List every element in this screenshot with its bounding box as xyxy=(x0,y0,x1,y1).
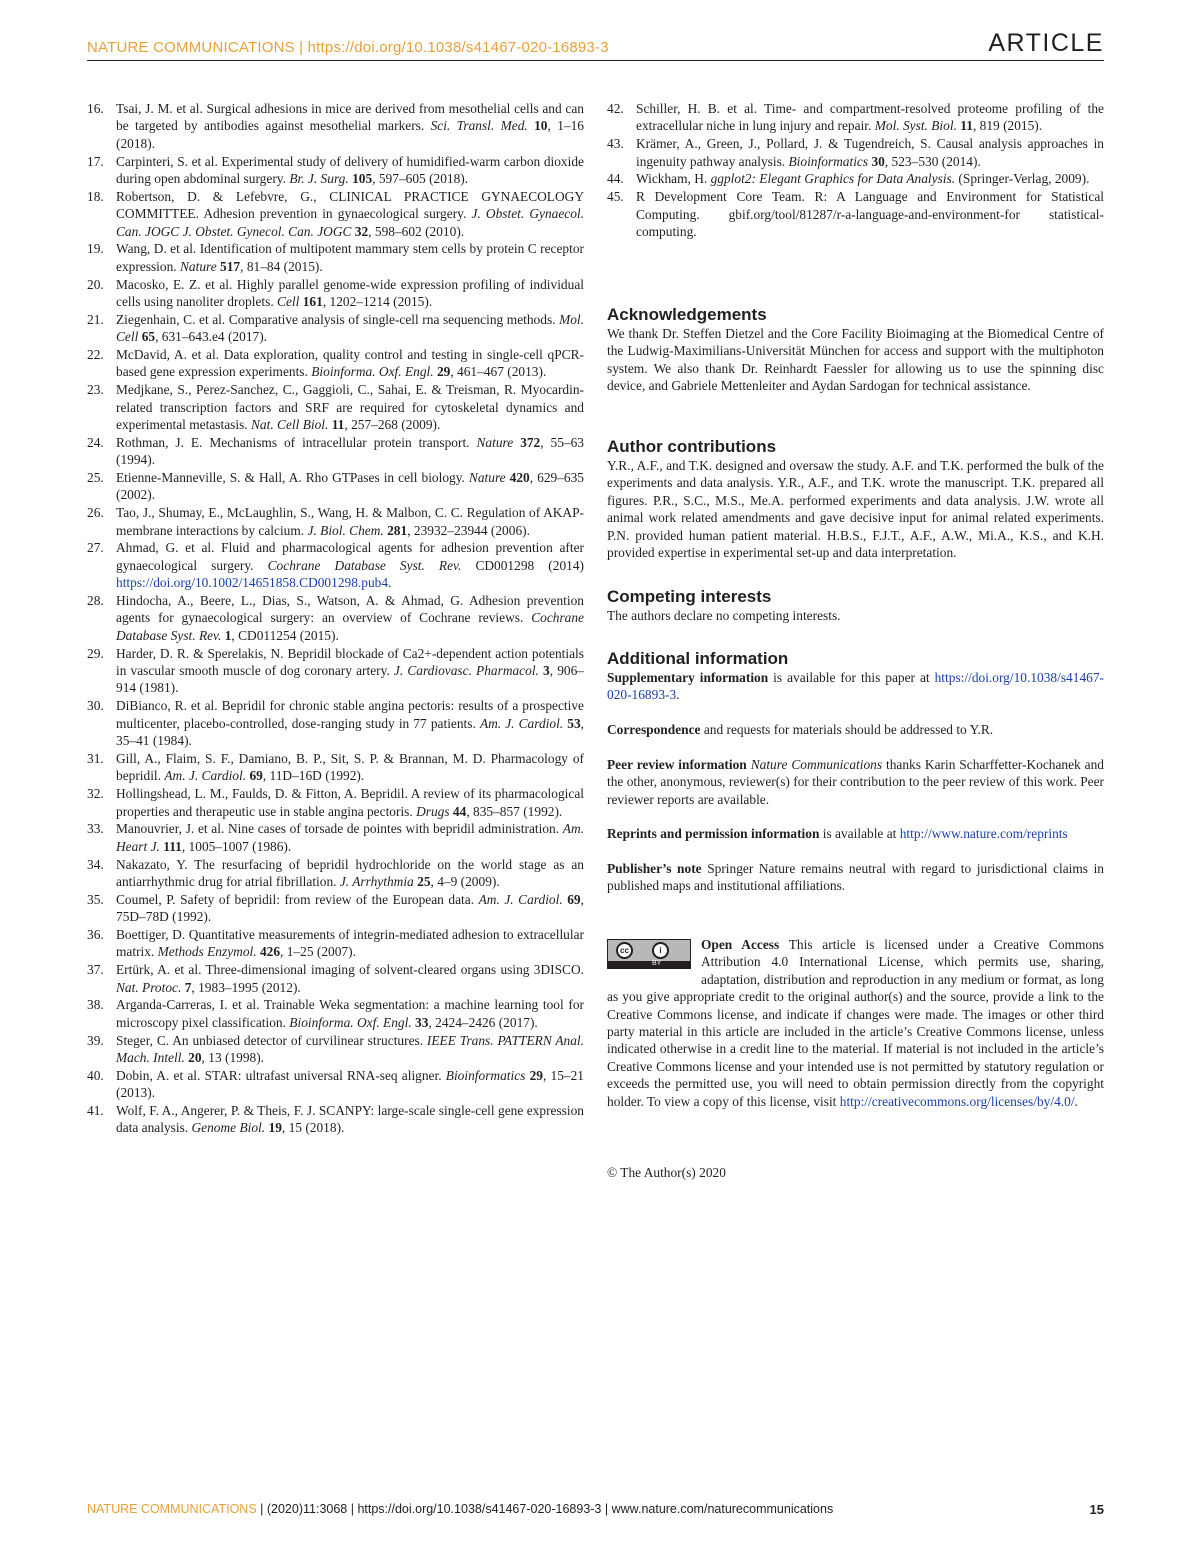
peer-review-info xyxy=(607,756,1104,808)
footer-journal-name: NATURE COMMUNICATIONS xyxy=(87,1502,257,1516)
competing-interests-section xyxy=(607,587,1104,624)
reference-text: Carpinteri, S. et al. Experimental study of delivery of humidified-warm carbon dioxide during open abdominal surgery. Br. J. Surg. 105, 597–605 (2018). xyxy=(116,153,584,187)
reference-item xyxy=(87,592,584,644)
reference-number: 18. xyxy=(87,188,104,204)
cc-by-label: BY xyxy=(652,960,662,967)
reference-number: 28. xyxy=(87,593,104,609)
reference-text: Rothman, J. E. Mechanisms of intracellular protein transport. Nature 372, 55–63 (1994). xyxy=(116,434,585,468)
reference-number: 38. xyxy=(87,997,104,1013)
reference-text: Dobin, A. et al. STAR: ultrafast universal RNA-seq aligner. Bioinformatics 29, 15–21 (2013). xyxy=(116,1067,584,1101)
reference-item xyxy=(87,504,584,539)
author-contributions-title: Author contributions xyxy=(607,437,777,456)
reference-text: Robertson, D. & Lefebvre, G., CLINICAL PRACTICE GYNAECOLOGY COMMITTEE. Adhesion prevention in gynaecological surgery. J. Obstet. Gynaecol. Can. JOGC J. Obstet. Gynecol. Can. JOGC 32, 598–602 (2010). xyxy=(116,188,584,239)
additional-information-title: Additional information xyxy=(607,649,789,668)
reference-text: DiBianco, R. et al. Bepridil for chronic stable angina pectoris: results of a prospective multicenter, placebo-controlled, dose-ranging study in 77 patients. Am. J. Cardiol. 53, 35–41 (1984). xyxy=(116,698,584,749)
cc-icon: cc xyxy=(616,942,633,959)
reference-item xyxy=(87,996,584,1031)
copyright-notice xyxy=(607,1164,1104,1181)
publishers-note xyxy=(607,860,1104,895)
reference-item xyxy=(87,346,584,381)
reference-number: 36. xyxy=(87,926,104,942)
reprints-info xyxy=(607,825,1104,842)
reference-number: 23. xyxy=(87,382,104,398)
reference-item xyxy=(607,135,1104,170)
reference-number: 20. xyxy=(87,276,104,292)
supplementary-information xyxy=(607,669,1104,704)
reference-item xyxy=(87,381,584,433)
cc-by-license-icon xyxy=(607,939,691,969)
supplementary-text: Supplementary information is available for this paper at https://doi.org/10.1038/s41467-020-16893-3. xyxy=(607,670,1104,703)
reference-text: Schiller, H. B. et al. Time- and compartment-resolved proteome profiling of the extracellular niche in lung injury and repair. Mol. Syst. Biol. 11, 819 (2015). xyxy=(636,101,1104,134)
reference-text: Harder, D. R. & Sperelakis, N. Bepridil blockade of Ca2+-dependent action potentials in vascular smooth muscle of dog coronary artery. J. Cardiovasc. Pharmacol. 3, 906–914 (1981). xyxy=(116,645,584,696)
reference-number: 41. xyxy=(87,1102,104,1118)
reference-item xyxy=(87,926,584,961)
reference-text: Ahmad, G. et al. Fluid and pharmacological agents for adhesion prevention after gynaecological surgery. Cochrane Database Syst. Rev. CD001298 (2014) https://doi.org/10.1002/14651858.CD001298.pub4. xyxy=(116,540,585,591)
reference-number: 26. xyxy=(87,505,104,521)
reference-number: 25. xyxy=(87,470,104,486)
open-access-section xyxy=(607,936,1104,1110)
author-contributions-section xyxy=(607,437,1104,561)
reference-number: 33. xyxy=(87,821,104,837)
reference-number: 17. xyxy=(87,153,104,169)
reference-text: Wolf, F. A., Angerer, P. & Theis, F. J. SCANPY: large-scale single-cell gene expression data analysis. Genome Biol. 19, 15 (2018). xyxy=(116,1102,584,1136)
reference-item xyxy=(607,170,1104,187)
reference-number: 30. xyxy=(87,698,104,714)
reference-number: 21. xyxy=(87,311,104,327)
reference-text: Wickham, H. ggplot2: Elegant Graphics for Data Analysis. (Springer-Verlag, 2009). xyxy=(636,171,1090,187)
reference-text: Ertürk, A. et al. Three-dimensional imaging of solvent-cleared organs using 3DISCO. Nat. Protoc. 7, 1983–1995 (2012). xyxy=(116,962,584,995)
footer-citation xyxy=(87,1502,833,1516)
reference-number: 45. xyxy=(607,189,624,205)
reference-number: 31. xyxy=(87,750,104,766)
reference-number: 43. xyxy=(607,136,624,152)
reference-number: 37. xyxy=(87,962,104,978)
reference-text: Hindocha, A., Beere, L., Dias, S., Watson, A. & Ahmad, G. Adhesion prevention agents for gynaecological surgery: an overview of Cochrane reviews. Cochrane Database Syst. Rev. 1, CD011254 (2015). xyxy=(116,593,584,643)
reference-number: 27. xyxy=(87,540,104,556)
reference-number: 35. xyxy=(87,891,104,907)
reference-number: 44. xyxy=(607,171,624,187)
reference-text: Gill, A., Flaim, S. F., Damiano, B. P., Sit, S. P. & Brannan, M. D. Pharmacology of bepridil. Am. J. Cardiol. 69, 11D–16D (1992). xyxy=(116,750,584,784)
reprints-text: Reprints and permission information is available at http://www.nature.com/reprints xyxy=(607,826,1068,841)
reference-text: Krämer, A., Green, J., Pollard, J. & Tugendreich, S. Causal analysis approaches in ingenuity pathway analysis. Bioinformatics 30, 523–530 (2014). xyxy=(636,136,1104,169)
reference-item xyxy=(87,785,584,820)
references-right-column xyxy=(607,100,1104,241)
page-footer xyxy=(87,1502,1104,1520)
author-contributions-body: Y.R., A.F., and T.K. designed and oversaw the study. A.F. and T.K. performed the bulk of the experiments and data analysis. Y.R., A.F., and T.K. wrote the manuscript. T.K. prepared all figures. P.R., S.C., M.S., Me.A. performed experiments and data analysis. J.W. wrote all animal work related amendments and gave decisive input for animal related experiments. P.N. provided human patient material. H.B.S., F.J.T., A.F., A.W., Mi.A., K.S., and K.H. provided expertise in experimental set-up and data interpretation. xyxy=(607,458,1104,561)
reference-item xyxy=(87,1102,584,1137)
reference-text: Wang, D. et al. Identification of multipotent mammary stem cells by protein C receptor expression. Nature 517, 81–84 (2015). xyxy=(116,241,584,274)
publishers-note-text: Publisher’s note Springer Nature remains neutral with regard to jurisdictional claims in published maps and institutional affiliations. xyxy=(607,861,1104,894)
reference-item xyxy=(87,434,584,469)
reference-item xyxy=(87,539,584,591)
reference-number: 42. xyxy=(607,101,624,116)
reference-text: Boettiger, D. Quantitative measurements of integrin-mediated adhesion to extracellular matrix. Methods Enzymol. 426, 1–25 (2007). xyxy=(116,926,584,960)
reference-text: Steger, C. An unbiased detector of curvilinear structures. IEEE Trans. PATTERN Anal. Mach. Intell. 20, 13 (1998). xyxy=(116,1032,585,1065)
page-number: 15 xyxy=(1089,1502,1104,1517)
reference-item xyxy=(87,750,584,785)
reference-text: McDavid, A. et al. Data exploration, quality control and testing in single-cell qPCR-based gene expression experiments. Bioinforma. Oxf. Engl. 29, 461–467 (2013). xyxy=(116,347,584,380)
reference-text: Tsai, J. M. et al. Surgical adhesions in mice are derived from mesothelial cells and can be targeted by antibodies against mesothelial markers. Sci. Transl. Med. 10, 1–16 (2018). xyxy=(116,101,584,151)
reference-text: Nakazato, Y. The resurfacing of bepridil hydrochloride on the world stage as an antiarrhythmic drug for atrial fibrillation. J. Arrhythmia 25, 4–9 (2009). xyxy=(116,856,584,889)
attribution-person-icon: i xyxy=(652,942,669,959)
reference-item xyxy=(87,311,584,346)
reference-text: Coumel, P. Safety of bepridil: from review of the European data. Am. J. Cardiol. 69, 75D–78D (1992). xyxy=(116,891,584,925)
reference-item xyxy=(87,1067,584,1102)
reference-item xyxy=(87,856,584,891)
references-left-column xyxy=(87,100,584,1137)
reference-number: 39. xyxy=(87,1032,104,1048)
reference-number: 22. xyxy=(87,347,104,363)
peer-review-text: Peer review information Nature Communications thanks Karin Scharffetter-Kochanek and the other, anonymous, reviewer(s) for their contribution to the peer review of this work. Peer reviewer reports are available. xyxy=(607,757,1104,807)
reference-item xyxy=(607,188,1104,240)
reference-text: Arganda-Carreras, I. et al. Trainable Weka segmentation: a machine learning tool for microscopy pixel classification. Bioinforma. Oxf. Engl. 33, 2424–2426 (2017). xyxy=(116,997,584,1030)
reference-item xyxy=(87,153,584,188)
reference-item xyxy=(87,100,584,152)
reference-text: Etienne-Manneville, S. & Hall, A. Rho GTPases in cell biology. Nature 420, 629–635 (2002). xyxy=(116,470,584,503)
correspondence-info xyxy=(607,721,1104,738)
reference-text: Macosko, E. Z. et al. Highly parallel genome-wide expression profiling of individual cells using nanoliter droplets. Cell 161, 1202–1214 (2015). xyxy=(116,276,584,310)
reference-item xyxy=(87,645,584,697)
open-access-text: Open Access This article is licensed under a Creative Commons Attribution 4.0 International License, which permits use, sharing, adaptation, distribution and reproduction in any medium or format, as long as you give appropriate credit to the original author(s) and the source, provide a link to the Creative Commons license, and indicate if changes were made. The images or other third party material in this article are included in the article’s Creative Commons license, unless indicated otherwise in a credit line to the material. If material is not included in the article’s Creative Commons license and your intended use is not permitted by statutory regulation or exceeds the permitted use, you will need to obtain permission directly from the copyright holder. To view a copy of this license, visit http://creativecommons.org/licenses/by/4.0/. xyxy=(607,937,1104,1109)
header-journal-doi: NATURE COMMUNICATIONS | https://doi.org/10.1038/s41467-020-16893-3 xyxy=(87,39,609,56)
reference-text: R Development Core Team. R: A Language and Environment for Statistical Computing. gbif.org/tool/81287/r-a-language-and-environment-for statistical-computing. xyxy=(636,189,1104,240)
reference-item xyxy=(87,961,584,996)
footer-citation-rest: | (2020)11:3068 | https://doi.org/10.1038/s41467-020-16893-3 | www.nature.com/naturecommunications xyxy=(256,1502,834,1516)
reference-number: 34. xyxy=(87,856,104,872)
header-section-label: ARTICLE xyxy=(988,29,1104,57)
reference-number: 24. xyxy=(87,434,104,450)
running-header xyxy=(87,30,1104,61)
additional-information-section xyxy=(607,649,1104,669)
reference-item xyxy=(87,276,584,311)
reference-item xyxy=(87,240,584,275)
reference-text: Ziegenhain, C. et al. Comparative analysis of single-cell rna sequencing methods. Mol. Cell 65, 631–643.e4 (2017). xyxy=(116,311,584,345)
competing-interests-body: The authors declare no competing interests. xyxy=(607,608,841,623)
reference-text: Tao, J., Shumay, E., McLaughlin, S., Wang, H. & Malbon, C. C. Regulation of AKAP-membrane interactions by calcium. J. Biol. Chem. 281, 23932–23944 (2006). xyxy=(116,505,584,538)
reference-number: 16. xyxy=(87,101,104,116)
reference-number: 19. xyxy=(87,241,104,257)
competing-interests-title: Competing interests xyxy=(607,587,772,606)
acknowledgements-body: We thank Dr. Steffen Dietzel and the Core Facility Bioimaging at the Biomedical Centre of the Ludwig-Maximilians-Universität München for access and support with the multiphoton system. We also thank Dr. Reinhardt Faessler for allowing us to use the spinning disc device, and Gabriele Mettenleiter and Aydan Sardogan for technical assistance. xyxy=(607,326,1104,394)
reference-text: Manouvrier, J. et al. Nine cases of torsade de pointes with bepridil administration. Am. Heart J. 111, 1005–1007 (1986). xyxy=(116,821,584,854)
reference-item xyxy=(87,820,584,855)
reference-item xyxy=(87,1032,584,1067)
reference-text: Medjkane, S., Perez-Sanchez, C., Gaggioli, C., Sahai, E. & Treisman, R. Myocardin-related transcription factors and SRF are required for cytoskeletal dynamics and experimental metastasis. Nat. Cell Biol. 11, 257–268 (2009). xyxy=(116,382,584,433)
acknowledgements-section xyxy=(607,305,1104,395)
acknowledgements-title: Acknowledgements xyxy=(607,305,767,324)
reference-item xyxy=(87,469,584,504)
reference-number: 29. xyxy=(87,645,104,661)
reference-item xyxy=(87,188,584,240)
reference-text: Hollingshead, L. M., Faulds, D. & Fitton, A. Bepridil. A review of its pharmacological properties and therapeutic use in stable angina pectoris. Drugs 44, 835–857 (1992). xyxy=(116,786,584,819)
reference-number: 32. xyxy=(87,786,104,802)
copyright-text: © The Author(s) 2020 xyxy=(607,1165,726,1180)
reference-item xyxy=(607,100,1104,135)
reference-number: 40. xyxy=(87,1067,104,1083)
correspondence-text: Correspondence and requests for materials should be addressed to Y.R. xyxy=(607,722,994,737)
reference-item xyxy=(87,891,584,926)
reference-item xyxy=(87,697,584,749)
